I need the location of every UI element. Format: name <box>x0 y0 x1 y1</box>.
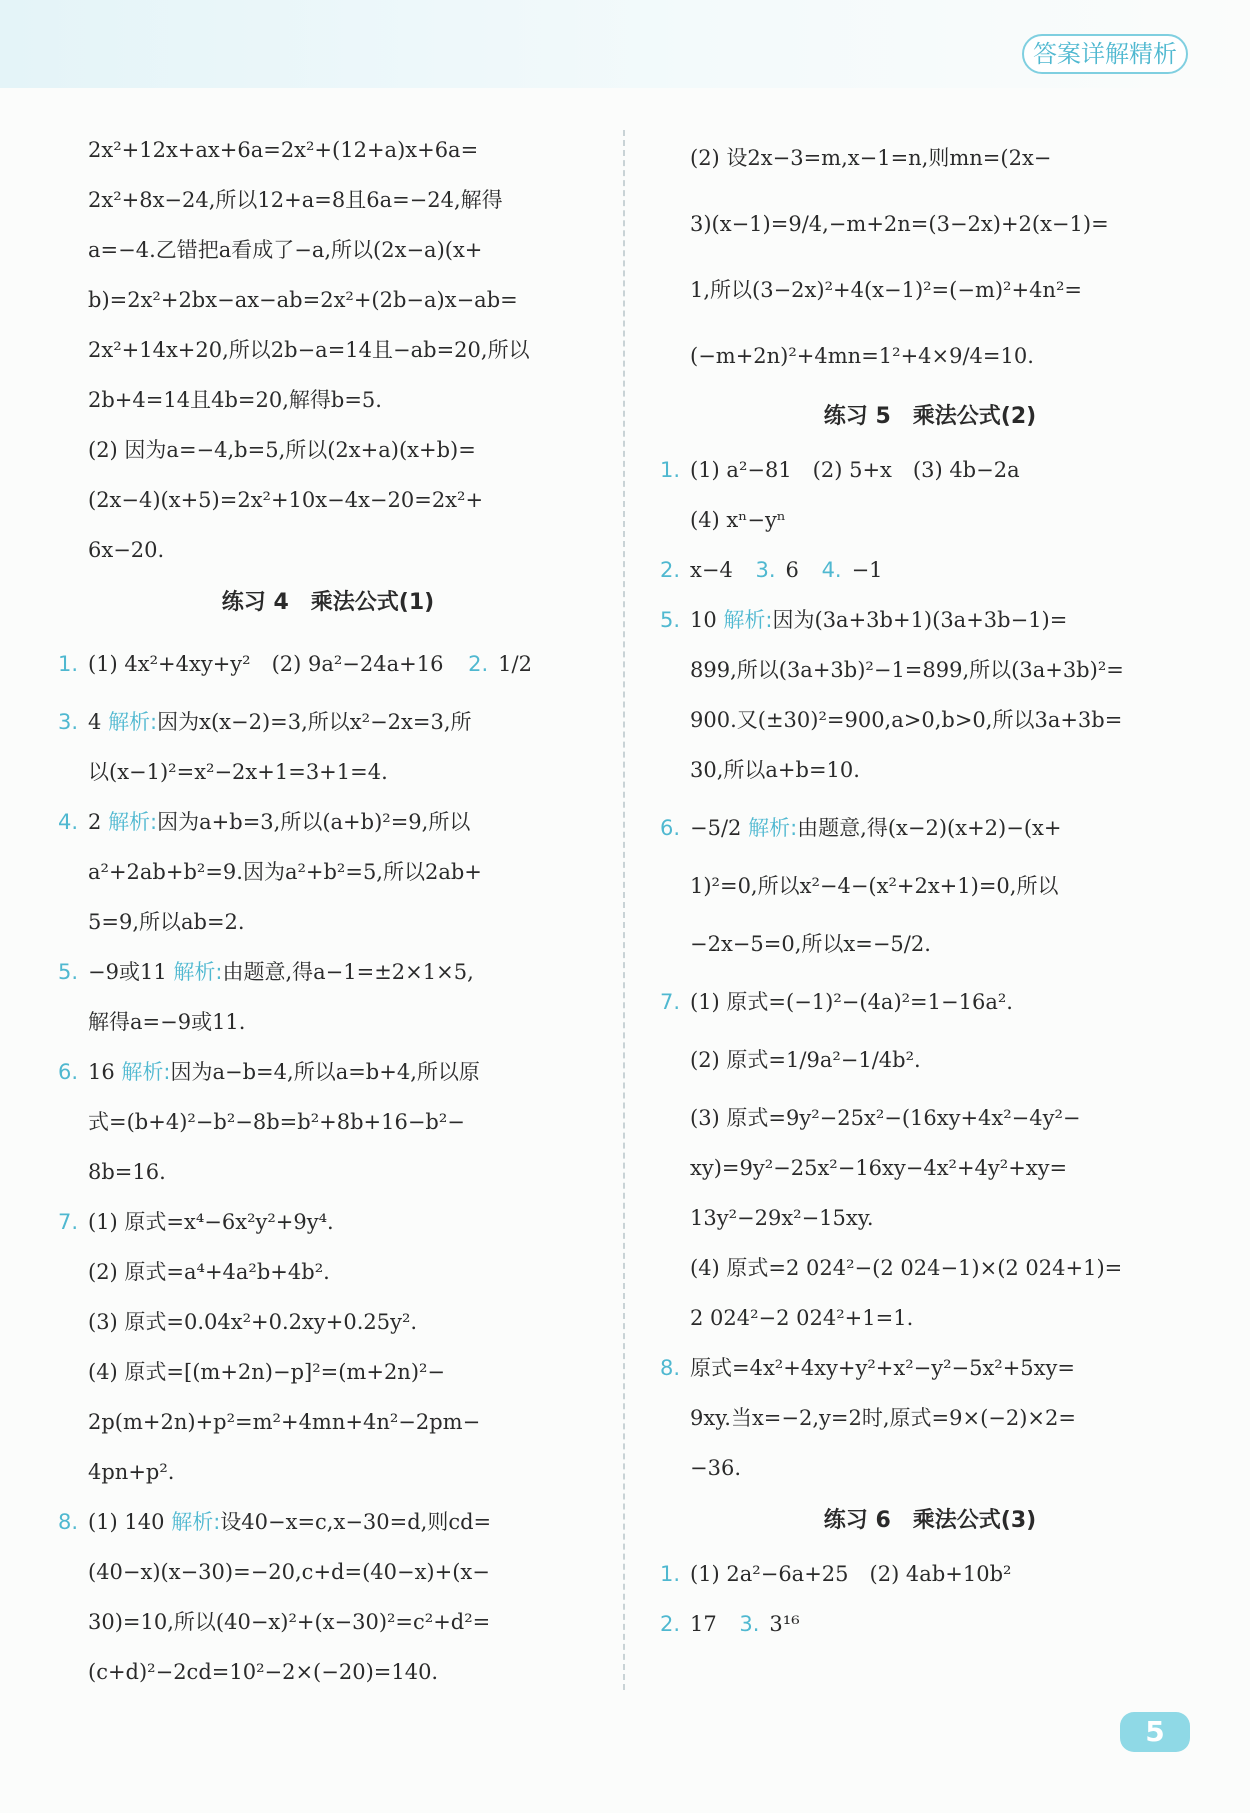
answer-item <box>58 697 598 747</box>
item-number: 1. <box>660 1562 681 1586</box>
item-number: 1. <box>660 458 681 482</box>
answer-text: 1/2 <box>498 652 532 676</box>
text-line: 2p(m+2n)+p²=m²+4mn+4n²−2pm− <box>88 1410 481 1434</box>
text-line: 899,所以(3a+3b)²−1=899,所以(3a+3b)²= <box>690 658 1124 682</box>
answer-text: (1) 4x²+4xy+y² (2) 9a²−24a+16 <box>88 652 444 676</box>
section-heading: 练习 5 乘法公式(2) <box>823 404 1037 429</box>
item-number: 2. <box>660 1612 681 1636</box>
text-line: 解得a=−9或11. <box>88 1010 246 1034</box>
text-line: 以(x−1)²=x²−2x+1=3+1=4. <box>88 760 388 784</box>
answer-text: 17 <box>690 1612 717 1636</box>
analysis-tag: 解析: <box>171 1510 221 1534</box>
answer-value: 10 <box>690 608 717 632</box>
analysis-text: 因为x(x−2)=3,所以x²−2x=3,所 <box>157 710 472 734</box>
text-line: (4) 原式=[(m+2n)−p]²=(m+2n)²− <box>88 1360 446 1384</box>
answer-item <box>58 631 598 697</box>
text-line: 2x²+8x−24,所以12+a=8且6a=−24,解得 <box>88 188 503 212</box>
item-number: 2. <box>468 652 489 676</box>
answer-text: (1) a²−81 (2) 5+x (3) 4b−2a <box>690 458 1020 482</box>
answer-text: 原式=4x²+4xy+y²+x²−y²−5x²+5xy= <box>690 1356 1075 1380</box>
answer-text: (1) 原式=(−1)²−(4a)²=1−16a². <box>690 990 1013 1014</box>
answer-text: 3¹⁶ <box>769 1612 800 1636</box>
text-line: (2) 因为a=−4,b=5,所以(2x+a)(x+b)= <box>88 438 476 462</box>
answer-text: x−4 <box>690 558 733 582</box>
answer-text: (1) 2a²−6a+25 (2) 4ab+10b² <box>690 1562 1012 1586</box>
text-line: 式=(b+4)²−b²−8b=b²+8b+16−b²− <box>88 1110 465 1134</box>
text-line: (40−x)(x−30)=−20,c+d=(40−x)+(x− <box>88 1560 490 1584</box>
item-number: 3. <box>739 1612 760 1636</box>
item-number: 4. <box>821 558 842 582</box>
text-line: 30,所以a+b=10. <box>690 758 860 782</box>
item-number: 5. <box>58 960 79 984</box>
text-line: 2b+4=14且4b=20,解得b=5. <box>88 388 382 412</box>
answer-text: −1 <box>851 558 883 582</box>
item-number: 7. <box>660 990 681 1014</box>
answer-item <box>58 1497 598 1547</box>
analysis-tag: 解析: <box>108 810 158 834</box>
column-divider <box>623 130 625 1690</box>
answer-item <box>58 947 598 997</box>
text-line: (2x−4)(x+5)=2x²+10x−4x−20=2x²+ <box>88 488 484 512</box>
text-line: (4) xⁿ−yⁿ <box>690 508 786 532</box>
item-number: 6. <box>660 816 681 840</box>
answer-item <box>58 797 598 847</box>
analysis-tag: 解析: <box>748 816 798 840</box>
text-line: 900.又(±30)²=900,a>0,b>0,所以3a+3b= <box>690 708 1123 732</box>
text-line: 30)=10,所以(40−x)²+(x−30)²=c²+d²= <box>88 1610 491 1634</box>
text-line: 8b=16. <box>88 1160 166 1184</box>
item-number: 2. <box>660 558 681 582</box>
text-line: (−m+2n)²+4mn=1²+4×9/4=10. <box>690 344 1034 368</box>
analysis-text: 因为a−b=4,所以a=b+4,所以原 <box>170 1060 480 1084</box>
answer-item <box>660 1549 1200 1599</box>
item-number: 1. <box>58 652 79 676</box>
text-line: (3) 原式=0.04x²+0.2xy+0.25y². <box>88 1310 418 1334</box>
analysis-text: 由题意,得(x−2)(x+2)−(x+ <box>797 816 1062 840</box>
answer-value: (1) 140 <box>88 1510 165 1534</box>
answer-item <box>660 445 1200 495</box>
analysis-tag: 解析: <box>121 1060 171 1084</box>
text-line: (2) 原式=1/9a²−1/4b². <box>690 1048 921 1072</box>
analysis-tag: 解析: <box>723 608 773 632</box>
section-heading: 练习 4 乘法公式(1) <box>221 590 435 615</box>
item-number: 7. <box>58 1210 79 1234</box>
answer-value: 2 <box>88 810 102 834</box>
answer-value: 4 <box>88 710 102 734</box>
answer-value: 16 <box>88 1060 115 1084</box>
item-number: 8. <box>58 1510 79 1534</box>
answer-value: −9或11 <box>88 960 167 984</box>
answer-item <box>58 1047 598 1097</box>
answer-item <box>58 1197 598 1247</box>
text-line: 3)(x−1)=9/4,−m+2n=(3−2x)+2(x−1)= <box>690 212 1109 236</box>
text-line: 5=9,所以ab=2. <box>88 910 245 934</box>
text-line: 2x²+14x+20,所以2b−a=14且−ab=20,所以 <box>88 338 530 362</box>
page-number: 5 <box>1120 1712 1190 1752</box>
item-number: 6. <box>58 1060 79 1084</box>
answer-badge: 答案详解精析 <box>1022 34 1188 74</box>
analysis-tag: 解析: <box>108 710 158 734</box>
text-line: 13y²−29x²−15xy. <box>690 1206 874 1230</box>
text-line: xy)=9y²−25x²−16xy−4x²+4y²+xy= <box>690 1156 1068 1180</box>
text-line: (2) 原式=a⁴+4a²b+4b². <box>88 1260 330 1284</box>
item-number: 8. <box>660 1356 681 1380</box>
text-line: 1)²=0,所以x²−4−(x²+2x+1)=0,所以 <box>690 874 1059 898</box>
left-column <box>58 125 598 1697</box>
answer-text: 6 <box>785 558 799 582</box>
text-line: (c+d)²−2cd=10²−2×(−20)=140. <box>88 1660 439 1684</box>
answer-item <box>660 1599 1200 1649</box>
text-line: 6x−20. <box>88 538 165 562</box>
section-heading: 练习 6 乘法公式(3) <box>823 1508 1037 1533</box>
text-line: b)=2x²+2bx−ax−ab=2x²+(2b−a)x−ab= <box>88 288 518 312</box>
text-line: a=−4.乙错把a看成了−a,所以(2x−a)(x+ <box>88 238 483 262</box>
answer-item <box>660 1343 1200 1393</box>
text-line: (2) 设2x−3=m,x−1=n,则mn=(2x− <box>690 146 1052 170</box>
answer-item <box>660 545 1200 595</box>
text-line: 4pn+p². <box>88 1460 175 1484</box>
answer-item <box>660 595 1200 645</box>
text-line: (3) 原式=9y²−25x²−(16xy+4x²−4y²− <box>690 1106 1081 1130</box>
text-line: −2x−5=0,所以x=−5/2. <box>690 932 931 956</box>
right-column <box>660 125 1200 1649</box>
text-line: 2 024²−2 024²+1=1. <box>690 1306 914 1330</box>
analysis-text: 因为(3a+3b+1)(3a+3b−1)= <box>772 608 1068 632</box>
item-number: 3. <box>58 710 79 734</box>
analysis-text: 由题意,得a−1=±2×1×5, <box>222 960 474 984</box>
text-line: 2x²+12x+ax+6a=2x²+(12+a)x+6a= <box>88 138 479 162</box>
item-number: 3. <box>755 558 776 582</box>
text-line: 9xy.当x=−2,y=2时,原式=9×(−2)×2= <box>690 1406 1076 1430</box>
item-number: 5. <box>660 608 681 632</box>
analysis-tag: 解析: <box>173 960 223 984</box>
answer-value: −5/2 <box>690 816 742 840</box>
text-line: −36. <box>690 1456 741 1480</box>
item-number: 4. <box>58 810 79 834</box>
answer-item <box>660 795 1200 861</box>
analysis-text: 设40−x=c,x−30=d,则cd= <box>220 1510 492 1534</box>
text-line: a²+2ab+b²=9.因为a²+b²=5,所以2ab+ <box>88 860 482 884</box>
answer-text: (1) 原式=x⁴−6x²y²+9y⁴. <box>88 1210 334 1234</box>
text-line: 1,所以(3−2x)²+4(x−1)²=(−m)²+4n²= <box>690 278 1082 302</box>
answer-item <box>660 977 1200 1027</box>
analysis-text: 因为a+b=3,所以(a+b)²=9,所以 <box>157 810 471 834</box>
text-line: (4) 原式=2 024²−(2 024−1)×(2 024+1)= <box>690 1256 1123 1280</box>
